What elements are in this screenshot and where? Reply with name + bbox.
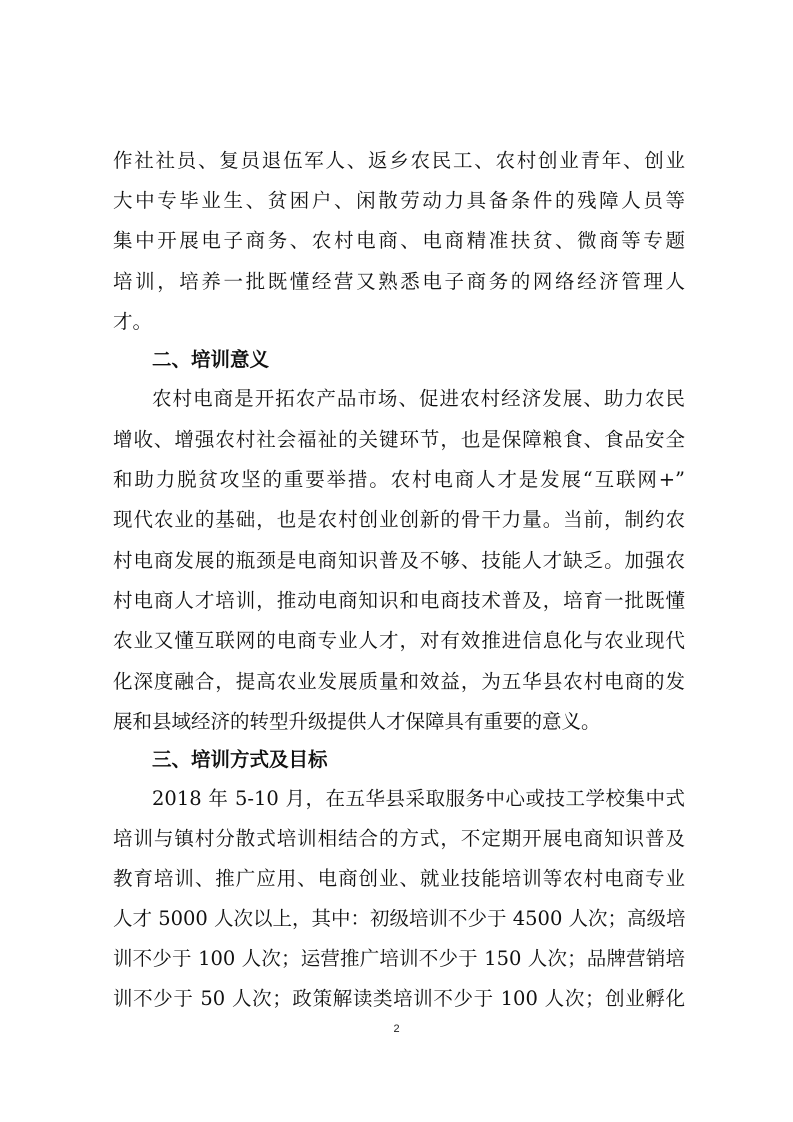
page-number: 2 xyxy=(393,1023,400,1035)
section-heading-training-methods-goals: 三、培训方式及目标 xyxy=(152,748,328,771)
paragraph-3-line-1: 2018 年 5-10 月，在五华县采取服务中心或技工学校集中式 xyxy=(152,787,685,810)
paragraph-3-line-3: 教育培训、推广应用、电商创业、就业技能培训等农村电商专业 xyxy=(113,867,685,890)
paragraph-1-line-4: 培训，培养一批既懂经营又熟悉电子商务的网络经济管理人 xyxy=(113,270,685,293)
section-heading-training-significance: 二、培训意义 xyxy=(152,348,270,371)
paragraph-2-line-3: 和助力脱贫攻坚的重要举措。农村电商人才是发展“互联网+” xyxy=(113,468,685,491)
paragraph-1-line-1: 作社社员、复员退伍军人、返乡农民工、农村创业青年、创业 xyxy=(113,149,685,172)
paragraph-2-line-2: 增收、增强农村社会福祉的关键环节，也是保障粮食、食品安全 xyxy=(113,428,685,451)
paragraph-1-line-5: 才。 xyxy=(113,310,153,333)
paragraph-3-line-6: 训不少于 50 人次；政策解读类培训不少于 100 人次；创业孵化 xyxy=(113,987,685,1010)
paragraph-2-line-7: 农业又懂互联网的电商专业人才，对有效推进信息化与农业现代 xyxy=(113,629,685,652)
paragraph-2-line-6: 村电商人才培训，推动电商知识和电商技术普及，培育一批既懂 xyxy=(113,589,685,612)
paragraph-3-line-4: 人才 5000 人次以上，其中：初级培训不少于 4500 人次；高级培 xyxy=(113,907,686,930)
paragraph-1-line-2: 大中专毕业生、贫困户、闲散劳动力具备条件的残障人员等 xyxy=(113,189,685,212)
paragraph-2-line-4: 现代农业的基础，也是农村创业创新的骨干力量。当前，制约农 xyxy=(113,508,685,531)
paragraph-1-line-3: 集中开展电子商务、农村电商、电商精准扶贫、微商等专题 xyxy=(113,229,685,252)
paragraph-2-line-1: 农村电商是开拓农产品市场、促进农村经济发展、助力农民 xyxy=(152,387,685,410)
paragraph-2-line-5: 村电商发展的瓶颈是电商知识普及不够、技能人才缺乏。加强农 xyxy=(113,549,685,572)
paragraph-2-line-9: 展和县域经济的转型升级提供人才保障具有重要的意义。 xyxy=(113,710,601,733)
paragraph-3-line-5: 训不少于 100 人次；运营推广培训不少于 150 人次；品牌营销培 xyxy=(113,947,685,970)
paragraph-3-line-2: 培训与镇村分散式培训相结合的方式，不定期开展电商知识普及 xyxy=(113,827,685,850)
paragraph-2-line-8: 化深度融合，提高农业发展质量和效益，为五华县农村电商的发 xyxy=(113,670,685,693)
